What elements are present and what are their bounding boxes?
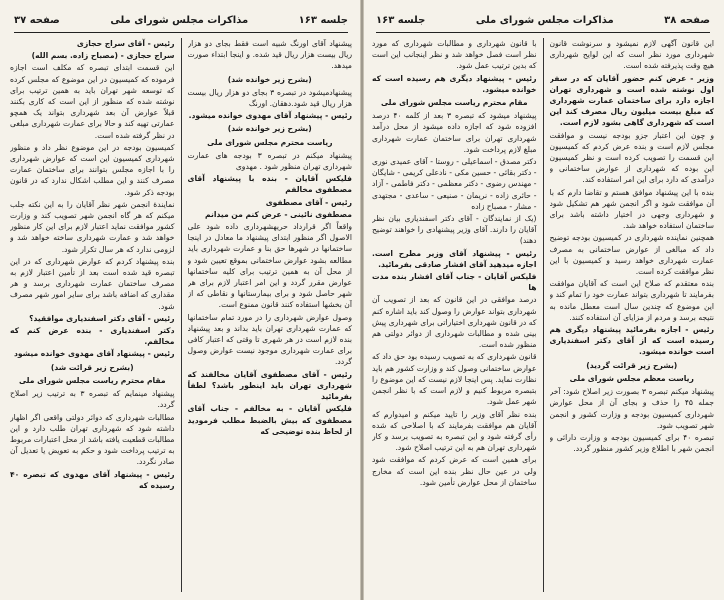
paragraph: قانون شهرداری که به تصویب رسیده بود حق داد که عوارض ساختمانی وصول کند و وزارت کشور هم باید نظارت نماید. پس اینجا لازم نیست که این موضوع را بتبصره مربوط کنیم و لازم است که با نظر انجمن شهر عمل شود. (372, 352, 537, 407)
right-page-session: جلسه ۱۶۳ (376, 14, 426, 26)
speaker-line: رئیس - آقای مصطفوی آقایان مخالفند که شهرداری تهران باید اینطور باشد؟ لطفاً بفرمائید (187, 369, 352, 402)
left-page-title: مذاکرات مجلس شورای ملی (110, 14, 249, 26)
paragraph: پیشنهادمیشود در تبصره ۳ بجای دو هزار ریال بیست هزار ریال قید شود.دهقان. اورنگ (187, 87, 352, 109)
paragraph: واقعاً اگر قرارداد حریهشهرداری داده شود علی الاصول اگر منظور ابتدای پیشنهاد ما معادل در اینجا ساختمانها در شهرها حق بنا و عمارت شهرداری باید مطالعه بشود عوارض ساختمانی بموقع تعیین شود و از محل آن به همین ترتیب برای کلیه ساختمانها عوارض مقرر گردد و این امر اعتبار لازم برای هر شهر حاصل شود و برای بیمارستانها و نقاطی که از آن بخشها استفاده کنند قانون ممنوع است. (187, 222, 352, 310)
left-page-right-column (188, 38, 353, 592)
speaker-line: رئیس - آقای مصطفوی (265, 197, 352, 207)
paragraph: کمیسیون بودجه در این موضوع نظر داد و منظور شهرداری کمیسیون این است که عوارض شهرداری را با اجازه مجلس بتوانند برای ساختمان عمارت مصرف کنند و این مطلب اشکال ندارد که در قانون بودجه ذکر شود. (10, 142, 175, 197)
centered-heading: (بشرح زیر قرائت شد) (50, 362, 134, 372)
paragraph: پیشنهاد آقای اورنگ شبیه است فقط بجای دو هزار ریال بیست هزار ریال قید شده. و اینجا ابتداء صورت میدهد. (187, 39, 352, 71)
paragraph: بنده معتقدم که صلاح این است که آقایان موافقت بفرمایند تا شهرداری بتواند عمارت خود را تمام کند و این موضوع که چندین سال است معطل مانده به نتیجه برسد و مردم از مزایای آن استفاده کنند. (549, 279, 714, 322)
speaker-line: فلیکس آقایان - به مخالفم - جناب آقای مصطفوی که بیش بالضبط مطلب فرمودید از لحاظ بنده توضیحی که (187, 404, 352, 436)
speaker-line: رئیس - پیشنهاد آقای مهدوی که تبصره ۴۰ رسیده که (10, 469, 175, 490)
paragraph: وصول عوارض شهرداری را در مورد تمام ساختمانها که عمارت شهرداری تهران باید بداند و بعد پیشنهاد بنده لازم است در هر شهری تا وقتی که اعتبار کافی برای عمارت شهرداری موجود نیست عوارض وصول گردد. (187, 312, 352, 367)
left-page-columns (10, 38, 352, 592)
right-page-header (376, 8, 710, 33)
speaker-line: فلیکس آقایان - جناب آقای افشار بنده مدت ها (372, 272, 537, 293)
paragraph: با قانون شهرداری و مطالبات شهرداری که مورد نظر است فصل خواهد شد و نظر اینجانب این است که بدین ترتیب عمل شود. (372, 39, 537, 71)
paragraph: پیشنهاد میشود که تبصره ۳ بعد از کلمه ۴۰ درصد افزوده شود که اجازه داده میشود از محل درآمد شهرداری تهران برای ساختمان عمارت شهرداری مبلغ لازم پرداخت شود. (372, 111, 537, 154)
column-divider (181, 38, 182, 592)
paragraph: و چون این اعتبار جزو بودجه نیست و موافقت مجلس لازم است و بنده عرض کردم که کمیسیون این قسمت را تصویب کرده است و نظر کمیسیون این بوده که شهرداری از عوارض ساختمانی و درآمدی که دارد برای این امر استفاده کند. (549, 130, 714, 185)
right-page-right-column (550, 38, 715, 592)
paragraph: دکتر مصدق - اسماعیلی - روستا - آقای عمیدی نوری - دکتر بقائی - حسین مکی - نادعلی کریمی - شایگان - مهندس رضوی - دکتر معظمی - دکتر فاطمی - آزاد - حائری زاده - نریمان - صنیعی - ساعدی - مجتهدی - مشار - مصباح زاده (372, 157, 537, 211)
paragraph: همچنین نماینده شهرداری در کمیسیون بودجه توضیح داد که مبالغی از عوارض ساختمانی به مصرف عمارت شهرداری خواهد رسید و کمیسیون با این نظر موافقت کرده است. (549, 233, 714, 277)
speaker-line: رئیس - پیشنهاد آقای وزیر مطرح است. اجازه میدهید آقای افشار صادقی بفرمائید. (372, 248, 537, 269)
speaker-line: رئیس - پیشنهاد دیگری هم رسیده است که خوانده میشود. (372, 73, 537, 94)
left-page-left-column (10, 38, 175, 592)
paragraph: پیشنهاد میکنم تبصره ۳ بصورت زیر اصلاح شود: آخر جمله ۴۵ را حذف و بجای آن از محل عوارض شهرداری کمیسیون بودجه و وزارت کشور و انجمن شهر تصویب شود. (549, 387, 714, 430)
paragraph: این قانون آگهی لازم نمیشود و سرنوشت قانون شهرداری مورد نظر است که این لوایح شهرداری هیچ وقت پذیرفته شده است. (549, 39, 714, 71)
right-page-columns (372, 38, 714, 592)
speaker-line: رئیس - آقای دکتر اسفندیاری موافقید؟ (29, 313, 175, 323)
paragraph: برای همین است که عرض کردم که موافقت شود ولی در عین حال نظر بنده این است که مخارج ساختمان از محل عوارض تأمین شود. (372, 455, 537, 487)
right-page-number: صفحه ۳۸ (664, 14, 710, 26)
left-page-number: صفحه ۳۷ (14, 14, 60, 26)
book-spine (360, 0, 364, 600)
speaker-line: وزیر - عرض کنم حضور آقایان که در سفر اول نوشته شده است و شهرداری تهران اجازه دارد برای ساختمان عمارت شهرداری که مبلغ بیست میلیون ریال مصرف کند این است که شهرداری گاهی بشود لازم است. (549, 73, 714, 128)
centered-heading: ریاست محترم مجلس شورای ملی (207, 137, 333, 147)
paragraph: بنده نظر آقای وزیر را تایید میکنم و امیدوارم که آقایان هم موافقت بفرمایند که با اصلاحی که شده رأی گرفته شود و این تبصره به تصویب برسد و کار شهرداری تهران هم به این ترتیب اصلاح شود. (372, 409, 537, 453)
speaker-line: رئیس - اجازه بفرمائید پیشنهاد دیگری هم رسیده است که از آقای دکتر اسفندیاری است خوانده میشود. (549, 325, 714, 357)
paragraph: بنده پیشنهاد کردم که عوارض شهرداری که در این تبصره قید شده است بعد از تأمین اعتبار لازم به مصرف ساختمان عمارت شهرداری برسد و هر مقداری که اضافه باشد برای سایر امور شهر مصرف شود. (10, 256, 175, 311)
paragraph: این قسمت ابتدای تبصره که مکلف است اجازه فرموده که کمیسیون در این موضوع که مجلس کرده که توسعه شهر تهران باید به همین ترتیب برای نوشته شده که منظور از این است که کاری بکنند قبلاً عوارض آن بعد شهرداری بتواند یک همچو عمارتی تهیه کند و حالا برای عمارت شهرداری مبلغی در نظر گرفته شده است. (10, 63, 175, 140)
centered-heading: ریاست معظم مجلس شورای ملی (569, 373, 694, 383)
speaker-line: سراج حجازی - (مصباح زاده. بسم الله) (31, 51, 175, 61)
paragraph: بنده با این پیشنهاد موافق هستم و تقاضا دارم که با آن موافقت شود و اگر انجمن شهر هم تشکیل شود و شهرداری وجهی در اختیار داشته باشد برای ساختمان استفاده خواهد شد. (549, 187, 714, 231)
speaker-line: مصطفوی نائینی - عرض کنم من میدانم (205, 209, 352, 219)
right-page-left-column (372, 38, 537, 592)
paragraph: نمایندهٔ انجمن شهر نظر آقایان را به این نکته جلب میکنم که هر گاه انجمن شهر تصویب کند و وزارت کشور موافقت نماید اعتبار لازم برای این کار منظور خواهد شد و عمارت شهرداری ساخته خواهد شد و لزومی ندارد که هر سال تکرار شود. (10, 199, 175, 254)
column-divider (543, 38, 544, 592)
paragraph: تبصره ۴۰ برای کمیسیون بودجه و وزارت دارائی و انجمن شهر با اطلاع وزیر کشور منظور گردد. (549, 432, 714, 454)
speaker-line: دکتر اسفندیاری - بنده عرض کنم که مخالفم. (10, 326, 175, 347)
centered-heading: (بشرح زیر خوانده شد) (227, 74, 312, 84)
paragraph: پیشنهاد مینمایم که تبصره ۳ به ترتیب زیر اصلاح گردد. (10, 389, 175, 410)
speaker-line: فلیکس آقایان - بنده با پیشنهاد آقای مصطفوی مخالفم (187, 174, 352, 195)
paragraph: پیشنهاد میکنم در تبصره ۳ بودجه های عمارت شهرداری تهران منظور شود . مهدوی (187, 150, 352, 172)
centered-heading: (بشرح زیر خوانده شد) (227, 124, 312, 134)
paragraph: (یک از نمایندگان - آقای دکتر اسفندیاری بیان نظر آقایان را دارند. آقای وزیر پیشنهادی را خواهند توضیح دهند) (372, 214, 537, 246)
paragraph: مطالبات شهرداری که دوائر دولتی واقعی اگر اظهار داشته شود که شهرداری تهران طلب دارد و این مطالبات قطعیت یافته باشد از محل اعتبارات مربوط به ترتیب پرداخت شود و حکم به تعویض یا تعدیل آن صادر نگردد. (10, 412, 175, 467)
centered-heading: (بشرح زیر قرائت گردید) (586, 360, 678, 370)
left-page-header (14, 8, 348, 33)
left-page-session: جلسه ۱۶۳ (298, 14, 348, 26)
right-page-title: مذاکرات مجلس شورای ملی (475, 14, 614, 26)
right-page (362, 0, 724, 600)
centered-heading: مقام محترم ریاست مجلس شورای ملی (380, 98, 528, 108)
paragraph: درصد موافقی در این قانون که بعد از تصویب آن شهرداری بتواند عوارض را وصول کند باید اشاره کنم که در قانون شهرداری اختیاراتی برای شهرداری پیش بینی شده و مطالبات شهرداری از دوائر دولتی هم منظور شده است. (372, 295, 537, 350)
speaker-line: رئیس - آقای سراج حجازی (76, 39, 175, 48)
centered-heading: مقام محترم ریاست مجلس شورای ملی (18, 375, 166, 385)
speaker-line: رئیس - پیشنهاد آقای مهدوی خوانده میشود (13, 349, 175, 359)
speaker-line: رئیس - پیشنهاد آقای مهدوی خوانده میشود. (188, 111, 352, 121)
